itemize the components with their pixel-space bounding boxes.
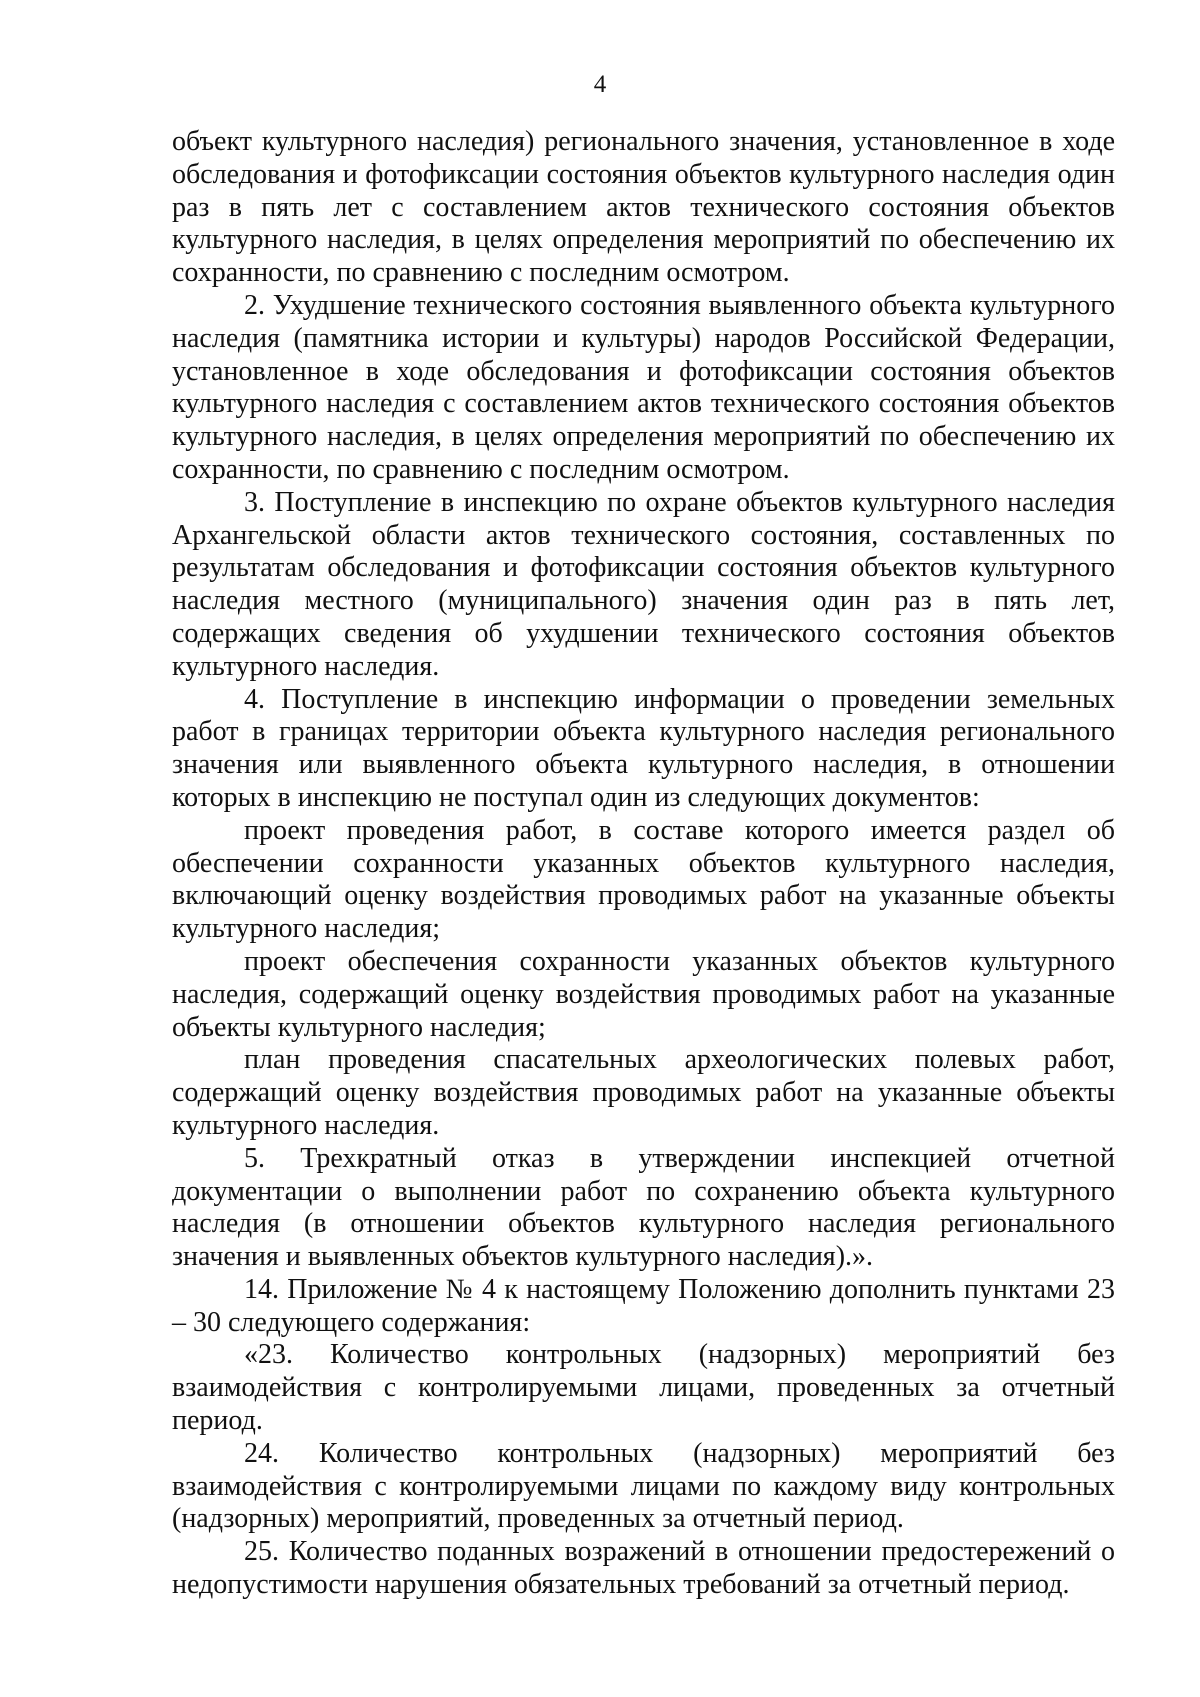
paragraph-item-5: 5. Трехкратный отказ в утверждении инспекцией отчетной документации о выполнении работ по сохранению объекта культурного наследия (в отношении объектов культурного наследия регионального значения и выявленных объектов культурного наследия).». — [172, 1142, 1115, 1273]
paragraph-point-25: 25. Количество поданных возражений в отношении предостережений о недопустимости нарушения обязательных требований за отчетный период. — [172, 1536, 1115, 1601]
paragraph-subitem-archaeology-plan: план проведения спасательных археологических полевых работ, содержащий оценку воздействия проводимых работ на указанные объекты культурного наследия. — [172, 1044, 1115, 1141]
page-number: 4 — [593, 71, 607, 98]
paragraph-item-4: 4. Поступление в инспекцию информации о проведении земельных работ в границах территории объекта культурного наследия регионального значения или выявленного объекта культурного наследия, в отношении которых в инспекцию не поступал один из следующих документов: — [172, 683, 1115, 813]
paragraph-point-24: 24. Количество контрольных (надзорных) мероприятий без взаимодействия с контролируемыми лицами по каждому виду контрольных (надзорных) мероприятий, проведенных за отчетный период. — [172, 1437, 1115, 1535]
paragraph-item-2: 2. Ухудшение технического состояния выявленного объекта культурного наследия (памятника истории и культуры) народов Российской Федерации, установленное в ходе обследования и фотофиксации состояния объектов культурного наследия с составлением актов технического состояния объектов культурного наследия, в целях определения мероприятий по обеспечению их сохранности, по сравнению с последним осмотром. — [172, 289, 1115, 485]
paragraph-continuation: объект культурного наследия) регионального значения, установленное в ходе обследования и фотофиксации состояния объектов культурного наследия один раз в пять лет с составлением актов технического состояния объектов культурного наследия, в целях определения мероприятий по обеспечению их сохранности, по сравнению с последним осмотром. — [172, 126, 1115, 289]
paragraph-item-3: 3. Поступление в инспекцию по охране объектов культурного наследия Архангельской области актов технического состояния, составленных по результатам обследования и фотофиксации состояния объектов культурного наследия местного (муниципального) значения один раз в пять лет, содержащих сведения об ухудшении технического состояния объектов культурного наследия. — [172, 486, 1115, 682]
paragraph-subitem-work-project: проект проведения работ, в составе которого имеется раздел об обеспечении сохранности указанных объектов культурного наследия, включающий оценку воздействия проводимых работ на указанные объекты культурного наследия; — [172, 814, 1115, 945]
paragraph-subitem-preservation-project: проект обеспечения сохранности указанных объектов культурного наследия, содержащий оценку воздействия проводимых работ на указанные объекты культурного наследия; — [172, 945, 1115, 1043]
paragraph-point-23: «23. Количество контрольных (надзорных) мероприятий без взаимодействия с контролируемыми лицами, проведенных за отчетный период. — [172, 1339, 1115, 1437]
document-body — [172, 126, 1115, 1602]
paragraph-amendment-14: 14. Приложение № 4 к настоящему Положению дополнить пунктами 23 – 30 следующего содержания: — [172, 1273, 1115, 1338]
